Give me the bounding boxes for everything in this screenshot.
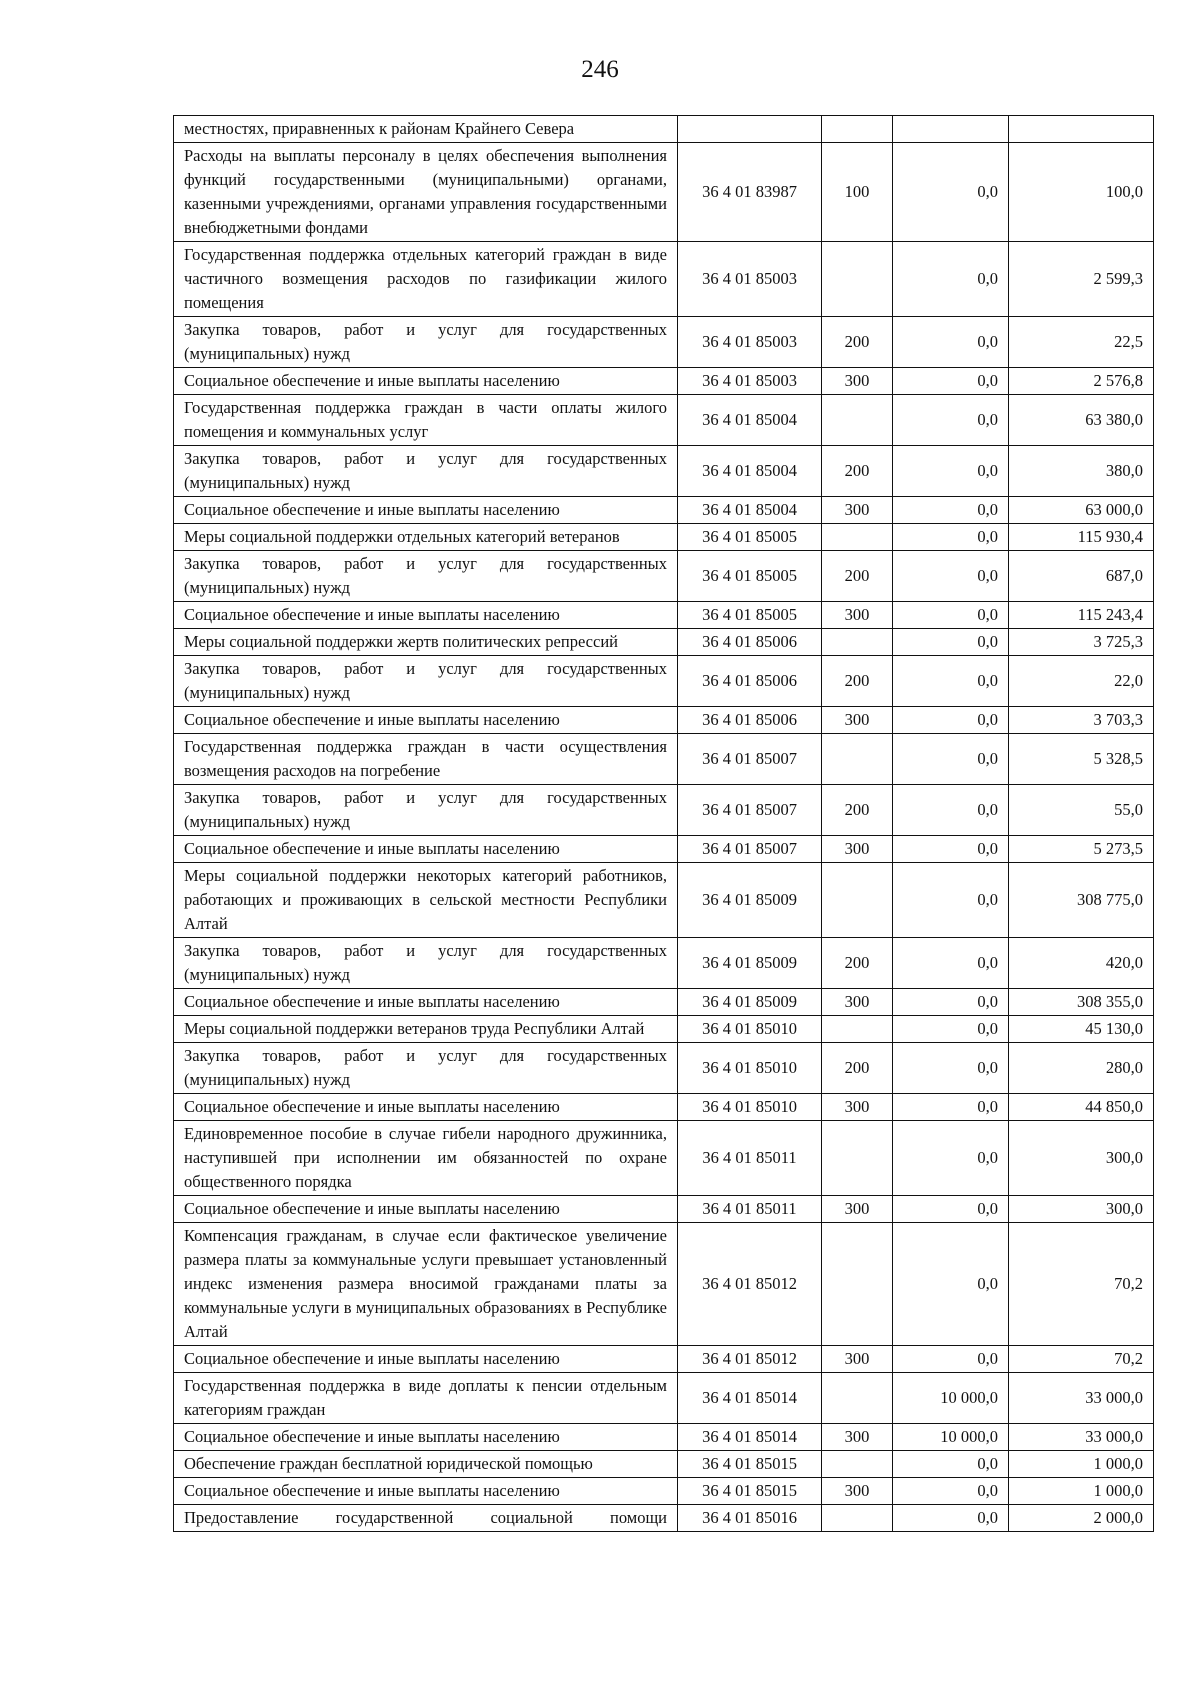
expense-name-cell: Социальное обеспечение и иные выплаты населению xyxy=(174,707,678,734)
amount-first-cell: 0,0 xyxy=(893,497,1009,524)
amount-second-cell: 1 000,0 xyxy=(1009,1478,1154,1505)
expense-type-code-cell: 300 xyxy=(822,1196,893,1223)
target-article-code-cell: 36 4 01 85003 xyxy=(678,317,822,368)
amount-first-cell: 0,0 xyxy=(893,863,1009,938)
amount-second-cell: 3 725,3 xyxy=(1009,629,1154,656)
expense-type-code-cell xyxy=(822,1016,893,1043)
expense-type-code-cell: 300 xyxy=(822,1424,893,1451)
amount-first-cell: 0,0 xyxy=(893,551,1009,602)
amount-first-cell: 0,0 xyxy=(893,1346,1009,1373)
expense-type-code-cell xyxy=(822,863,893,938)
amount-second-cell: 100,0 xyxy=(1009,143,1154,242)
amount-second-cell: 70,2 xyxy=(1009,1223,1154,1346)
page-number: 246 xyxy=(581,56,619,83)
amount-second-cell: 308 355,0 xyxy=(1009,989,1154,1016)
expense-type-code-cell xyxy=(822,395,893,446)
target-article-code-cell: 36 4 01 85007 xyxy=(678,836,822,863)
expense-name-cell: Меры социальной поддержки отдельных категорий ветеранов xyxy=(174,524,678,551)
target-article-code-cell: 36 4 01 85009 xyxy=(678,989,822,1016)
expense-name-cell: Социальное обеспечение и иные выплаты населению xyxy=(174,836,678,863)
expense-name-cell: Меры социальной поддержки ветеранов труда Республики Алтай xyxy=(174,1016,678,1043)
amount-second-cell: 115 930,4 xyxy=(1009,524,1154,551)
expense-type-code-cell: 200 xyxy=(822,551,893,602)
amount-second-cell: 2 000,0 xyxy=(1009,1505,1154,1532)
expense-type-code-cell: 200 xyxy=(822,656,893,707)
expense-name-cell: Закупка товаров, работ и услуг для государственных (муниципальных) нужд xyxy=(174,656,678,707)
expense-type-code-cell xyxy=(822,524,893,551)
expense-type-code-cell: 300 xyxy=(822,989,893,1016)
target-article-code-cell: 36 4 01 85014 xyxy=(678,1424,822,1451)
expense-type-code-cell: 200 xyxy=(822,446,893,497)
table-row xyxy=(174,551,1154,602)
expense-type-code-cell: 300 xyxy=(822,497,893,524)
table-row xyxy=(174,446,1154,497)
expense-type-code-cell xyxy=(822,1505,893,1532)
expense-name-cell: Закупка товаров, работ и услуг для государственных (муниципальных) нужд xyxy=(174,446,678,497)
amount-first-cell: 0,0 xyxy=(893,1478,1009,1505)
amount-first-cell: 0,0 xyxy=(893,524,1009,551)
amount-second-cell: 55,0 xyxy=(1009,785,1154,836)
target-article-code-cell: 36 4 01 85009 xyxy=(678,863,822,938)
expense-type-code-cell xyxy=(822,1373,893,1424)
table-row xyxy=(174,1346,1154,1373)
amount-first-cell: 0,0 xyxy=(893,1196,1009,1223)
amount-second-cell: 2 576,8 xyxy=(1009,368,1154,395)
table-row xyxy=(174,497,1154,524)
table-row xyxy=(174,785,1154,836)
table-row xyxy=(174,1121,1154,1196)
target-article-code-cell: 36 4 01 85004 xyxy=(678,395,822,446)
budget-table-body xyxy=(174,116,1154,1532)
expense-type-code-cell: 100 xyxy=(822,143,893,242)
amount-second-cell: 22,5 xyxy=(1009,317,1154,368)
expense-type-code-cell xyxy=(822,1451,893,1478)
amount-second-cell: 3 703,3 xyxy=(1009,707,1154,734)
target-article-code-cell: 36 4 01 85006 xyxy=(678,707,822,734)
expense-name-cell: Социальное обеспечение и иные выплаты населению xyxy=(174,497,678,524)
expense-type-code-cell xyxy=(822,734,893,785)
expense-type-code-cell: 200 xyxy=(822,785,893,836)
expense-type-code-cell xyxy=(822,1121,893,1196)
amount-second-cell xyxy=(1009,116,1154,143)
table-row xyxy=(174,836,1154,863)
amount-first-cell: 0,0 xyxy=(893,1505,1009,1532)
expense-name-cell: Социальное обеспечение и иные выплаты населению xyxy=(174,1196,678,1223)
target-article-code-cell: 36 4 01 85005 xyxy=(678,602,822,629)
table-row xyxy=(174,707,1154,734)
table-row xyxy=(174,524,1154,551)
expense-name-cell: Расходы на выплаты персоналу в целях обеспечения выполнения функций государственными (муниципальными) органами, казенными учреждениями, органами управления государственными внебюджетными фондами xyxy=(174,143,678,242)
amount-second-cell: 5 273,5 xyxy=(1009,836,1154,863)
amount-second-cell: 380,0 xyxy=(1009,446,1154,497)
table-row xyxy=(174,1016,1154,1043)
table-row xyxy=(174,116,1154,143)
amount-second-cell: 33 000,0 xyxy=(1009,1424,1154,1451)
target-article-code-cell: 36 4 01 85003 xyxy=(678,242,822,317)
amount-second-cell: 33 000,0 xyxy=(1009,1373,1154,1424)
amount-first-cell: 0,0 xyxy=(893,1043,1009,1094)
amount-second-cell: 1 000,0 xyxy=(1009,1451,1154,1478)
amount-first-cell: 0,0 xyxy=(893,1094,1009,1121)
expense-name-cell: Социальное обеспечение и иные выплаты населению xyxy=(174,1094,678,1121)
amount-second-cell: 63 380,0 xyxy=(1009,395,1154,446)
expense-name-cell: Закупка товаров, работ и услуг для государственных (муниципальных) нужд xyxy=(174,785,678,836)
table-row xyxy=(174,629,1154,656)
expense-name-cell: Государственная поддержка граждан в части оплаты жилого помещения и коммунальных услуг xyxy=(174,395,678,446)
target-article-code-cell: 36 4 01 85006 xyxy=(678,656,822,707)
table-row xyxy=(174,1451,1154,1478)
table-row xyxy=(174,989,1154,1016)
target-article-code-cell: 36 4 01 85011 xyxy=(678,1196,822,1223)
amount-first-cell: 0,0 xyxy=(893,656,1009,707)
amount-first-cell: 0,0 xyxy=(893,143,1009,242)
expense-name-cell: Закупка товаров, работ и услуг для государственных (муниципальных) нужд xyxy=(174,938,678,989)
amount-first-cell xyxy=(893,116,1009,143)
target-article-code-cell: 36 4 01 85014 xyxy=(678,1373,822,1424)
expense-name-cell: Социальное обеспечение и иные выплаты населению xyxy=(174,1346,678,1373)
expense-type-code-cell xyxy=(822,116,893,143)
target-article-code-cell: 36 4 01 85007 xyxy=(678,785,822,836)
amount-first-cell: 0,0 xyxy=(893,1451,1009,1478)
expense-type-code-cell: 300 xyxy=(822,836,893,863)
expense-name-cell: Закупка товаров, работ и услуг для государственных (муниципальных) нужд xyxy=(174,317,678,368)
expense-type-code-cell: 300 xyxy=(822,368,893,395)
expense-type-code-cell xyxy=(822,242,893,317)
amount-second-cell: 420,0 xyxy=(1009,938,1154,989)
table-row xyxy=(174,1373,1154,1424)
target-article-code-cell: 36 4 01 85010 xyxy=(678,1016,822,1043)
expense-name-cell: Закупка товаров, работ и услуг для государственных (муниципальных) нужд xyxy=(174,1043,678,1094)
expense-name-cell: Обеспечение граждан бесплатной юридической помощью xyxy=(174,1451,678,1478)
expense-name-cell: Социальное обеспечение и иные выплаты населению xyxy=(174,368,678,395)
target-article-code-cell: 36 4 01 85009 xyxy=(678,938,822,989)
amount-first-cell: 0,0 xyxy=(893,989,1009,1016)
table-row xyxy=(174,1424,1154,1451)
target-article-code-cell: 36 4 01 85011 xyxy=(678,1121,822,1196)
expense-name-cell: Государственная поддержка отдельных категорий граждан в виде частичного возмещения расходов по газификации жилого помещения xyxy=(174,242,678,317)
table-row xyxy=(174,1478,1154,1505)
target-article-code-cell: 36 4 01 85004 xyxy=(678,497,822,524)
expense-type-code-cell xyxy=(822,629,893,656)
expense-name-cell: Социальное обеспечение и иные выплаты населению xyxy=(174,1478,678,1505)
table-row xyxy=(174,242,1154,317)
amount-second-cell: 63 000,0 xyxy=(1009,497,1154,524)
target-article-code-cell: 36 4 01 85005 xyxy=(678,524,822,551)
table-row xyxy=(174,317,1154,368)
budget-table xyxy=(173,115,1154,1532)
expense-type-code-cell: 300 xyxy=(822,1094,893,1121)
target-article-code-cell: 36 4 01 85005 xyxy=(678,551,822,602)
expense-name-cell: Компенсация гражданам, в случае если фактическое увеличение размера платы за коммунальные услуги превышает установленный индекс изменения размера вносимой гражданами платы за коммунальные услуги в муниципальных образованиях в Республике Алтай xyxy=(174,1223,678,1346)
table-row xyxy=(174,938,1154,989)
amount-second-cell: 687,0 xyxy=(1009,551,1154,602)
expense-name-cell: Меры социальной поддержки некоторых категорий работников, работающих и проживающих в сельской местности Республики Алтай xyxy=(174,863,678,938)
expense-type-code-cell: 300 xyxy=(822,707,893,734)
amount-first-cell: 0,0 xyxy=(893,629,1009,656)
amount-first-cell: 0,0 xyxy=(893,734,1009,785)
amount-first-cell: 0,0 xyxy=(893,707,1009,734)
amount-first-cell: 0,0 xyxy=(893,1016,1009,1043)
target-article-code-cell: 36 4 01 85007 xyxy=(678,734,822,785)
amount-first-cell: 0,0 xyxy=(893,242,1009,317)
expense-name-cell: Закупка товаров, работ и услуг для государственных (муниципальных) нужд xyxy=(174,551,678,602)
table-row xyxy=(174,734,1154,785)
amount-second-cell: 22,0 xyxy=(1009,656,1154,707)
amount-first-cell: 10 000,0 xyxy=(893,1373,1009,1424)
expense-name-cell: Единовременное пособие в случае гибели народного дружинника, наступившей при исполнении им обязанностей по охране общественного порядка xyxy=(174,1121,678,1196)
table-row xyxy=(174,1196,1154,1223)
expense-type-code-cell: 200 xyxy=(822,1043,893,1094)
target-article-code-cell: 36 4 01 85016 xyxy=(678,1505,822,1532)
expense-name-cell: Социальное обеспечение и иные выплаты населению xyxy=(174,602,678,629)
expense-type-code-cell: 300 xyxy=(822,602,893,629)
target-article-code-cell: 36 4 01 85015 xyxy=(678,1451,822,1478)
amount-second-cell: 45 130,0 xyxy=(1009,1016,1154,1043)
amount-second-cell: 300,0 xyxy=(1009,1121,1154,1196)
table-row xyxy=(174,395,1154,446)
table-row xyxy=(174,368,1154,395)
target-article-code-cell xyxy=(678,116,822,143)
target-article-code-cell: 36 4 01 83987 xyxy=(678,143,822,242)
expense-name-cell: Меры социальной поддержки жертв политических репрессий xyxy=(174,629,678,656)
amount-first-cell: 0,0 xyxy=(893,317,1009,368)
amount-first-cell: 0,0 xyxy=(893,368,1009,395)
amount-first-cell: 0,0 xyxy=(893,836,1009,863)
expense-type-code-cell: 300 xyxy=(822,1478,893,1505)
target-article-code-cell: 36 4 01 85004 xyxy=(678,446,822,497)
amount-first-cell: 0,0 xyxy=(893,395,1009,446)
amount-second-cell: 70,2 xyxy=(1009,1346,1154,1373)
amount-second-cell: 115 243,4 xyxy=(1009,602,1154,629)
expense-name-cell: местностях, приравненных к районам Крайнего Севера xyxy=(174,116,678,143)
table-row xyxy=(174,656,1154,707)
target-article-code-cell: 36 4 01 85012 xyxy=(678,1223,822,1346)
amount-first-cell: 0,0 xyxy=(893,785,1009,836)
target-article-code-cell: 36 4 01 85015 xyxy=(678,1478,822,1505)
expense-name-cell: Государственная поддержка граждан в части осуществления возмещения расходов на погребение xyxy=(174,734,678,785)
amount-first-cell: 0,0 xyxy=(893,1121,1009,1196)
amount-second-cell: 5 328,5 xyxy=(1009,734,1154,785)
expense-name-cell: Социальное обеспечение и иные выплаты населению xyxy=(174,1424,678,1451)
table-row xyxy=(174,602,1154,629)
amount-first-cell: 0,0 xyxy=(893,938,1009,989)
amount-second-cell: 2 599,3 xyxy=(1009,242,1154,317)
table-row xyxy=(174,863,1154,938)
table-row xyxy=(174,1223,1154,1346)
expense-type-code-cell: 300 xyxy=(822,1346,893,1373)
amount-first-cell: 0,0 xyxy=(893,446,1009,497)
amount-second-cell: 280,0 xyxy=(1009,1043,1154,1094)
amount-first-cell: 0,0 xyxy=(893,602,1009,629)
target-article-code-cell: 36 4 01 85010 xyxy=(678,1094,822,1121)
expense-type-code-cell xyxy=(822,1223,893,1346)
amount-first-cell: 10 000,0 xyxy=(893,1424,1009,1451)
amount-second-cell: 44 850,0 xyxy=(1009,1094,1154,1121)
table-row xyxy=(174,1505,1154,1532)
target-article-code-cell: 36 4 01 85003 xyxy=(678,368,822,395)
expense-name-cell: Предоставление государственной социальной помощи xyxy=(174,1505,678,1532)
amount-first-cell: 0,0 xyxy=(893,1223,1009,1346)
table-row xyxy=(174,1094,1154,1121)
target-article-code-cell: 36 4 01 85006 xyxy=(678,629,822,656)
expense-name-cell: Государственная поддержка в виде доплаты к пенсии отдельным категориям граждан xyxy=(174,1373,678,1424)
expense-name-cell: Социальное обеспечение и иные выплаты населению xyxy=(174,989,678,1016)
table-row xyxy=(174,143,1154,242)
table-row xyxy=(174,1043,1154,1094)
target-article-code-cell: 36 4 01 85012 xyxy=(678,1346,822,1373)
amount-second-cell: 300,0 xyxy=(1009,1196,1154,1223)
amount-second-cell: 308 775,0 xyxy=(1009,863,1154,938)
expense-type-code-cell: 200 xyxy=(822,317,893,368)
expense-type-code-cell: 200 xyxy=(822,938,893,989)
target-article-code-cell: 36 4 01 85010 xyxy=(678,1043,822,1094)
